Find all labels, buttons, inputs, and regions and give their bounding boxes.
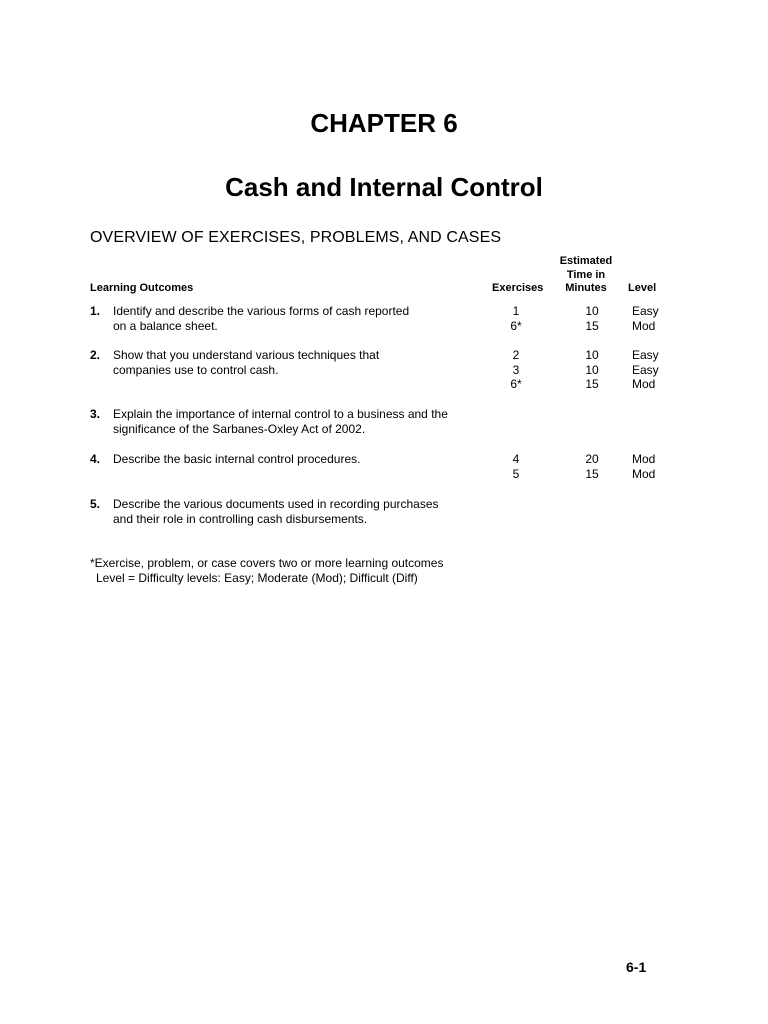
exercise-value: 4 (512, 452, 520, 466)
outcome-description-line: companies use to control cash. (113, 362, 279, 377)
exercise-value: 5 (512, 466, 520, 481)
estimated-time-header-line: Minutes (565, 282, 607, 294)
outcome-number: 1. (90, 304, 101, 318)
level-value: Easy (632, 362, 659, 377)
level-value: Mod (632, 318, 656, 333)
minutes-cell (576, 348, 608, 392)
outcome-number: 2. (90, 348, 101, 362)
footnote-level-legend: Level = Difficulty levels: Easy; Moderate (Mod); Difficult (Diff) (96, 571, 418, 585)
level-cell (632, 348, 659, 392)
exercises-cell (500, 452, 532, 481)
outcome-description (113, 407, 473, 436)
outcome-description-line: and their role in controlling cash disbursements. (113, 511, 368, 526)
exercises-header: Exercises (492, 282, 544, 294)
minutes-value: 15 (585, 318, 599, 333)
outcome-description-line: Describe the basic internal control procedures. (113, 452, 361, 466)
exercise-value: 6* (510, 377, 522, 392)
exercise-value: 1 (512, 304, 520, 318)
level-cell (632, 452, 655, 481)
footnote-asterisk: *Exercise, problem, or case covers two or more learning outcomes (90, 556, 444, 570)
outcome-number: 4. (90, 452, 101, 466)
page-number: 6-1 (626, 959, 647, 975)
minutes-value: 10 (585, 348, 599, 362)
outcome-description (113, 348, 473, 377)
outcome-description (113, 304, 473, 333)
minutes-cell (576, 452, 608, 481)
chapter-heading: CHAPTER 6 (310, 108, 458, 138)
estimated-time-header (556, 255, 616, 296)
outcome-description (113, 497, 473, 526)
minutes-value: 10 (585, 304, 599, 318)
minutes-value: 15 (585, 377, 599, 392)
learning-outcomes-header: Learning Outcomes (90, 282, 194, 294)
outcome-description-line: Describe the various documents used in recording purchases (113, 497, 439, 511)
outcome-description-line: Show that you understand various techniques that (113, 348, 380, 362)
minutes-value: 20 (585, 452, 599, 466)
outcome-number: 5. (90, 497, 101, 511)
level-value: Mod (632, 377, 656, 392)
level-value: Easy (632, 304, 659, 318)
estimated-time-header-line: Estimated (559, 255, 613, 267)
level-value: Mod (632, 452, 656, 466)
minutes-cell (576, 304, 608, 333)
exercises-cell (500, 348, 532, 392)
exercise-value: 3 (512, 362, 520, 377)
outcome-number: 3. (90, 407, 101, 421)
outcome-description-line: Explain the importance of internal control to a business and the (113, 407, 448, 421)
estimated-time-header-line: Time in (566, 268, 606, 281)
minutes-value: 10 (585, 362, 599, 377)
chapter-title: Cash and Internal Control (225, 172, 543, 202)
level-cell (632, 304, 659, 333)
outcome-description-line: significance of the Sarbanes-Oxley Act of 2002. (113, 421, 366, 436)
level-header: Level (628, 282, 657, 294)
level-value: Easy (632, 348, 659, 362)
outcome-description-line: on a balance sheet. (113, 318, 218, 333)
exercise-value: 2 (512, 348, 520, 362)
overview-heading: OVERVIEW OF EXERCISES, PROBLEMS, AND CASES (90, 229, 502, 246)
outcome-description (113, 452, 473, 467)
exercises-cell (500, 304, 532, 333)
exercise-value: 6* (510, 318, 522, 333)
outcome-description-line: Identify and describe the various forms of cash reported (113, 304, 410, 318)
level-value: Mod (632, 466, 656, 481)
minutes-value: 15 (585, 466, 599, 481)
